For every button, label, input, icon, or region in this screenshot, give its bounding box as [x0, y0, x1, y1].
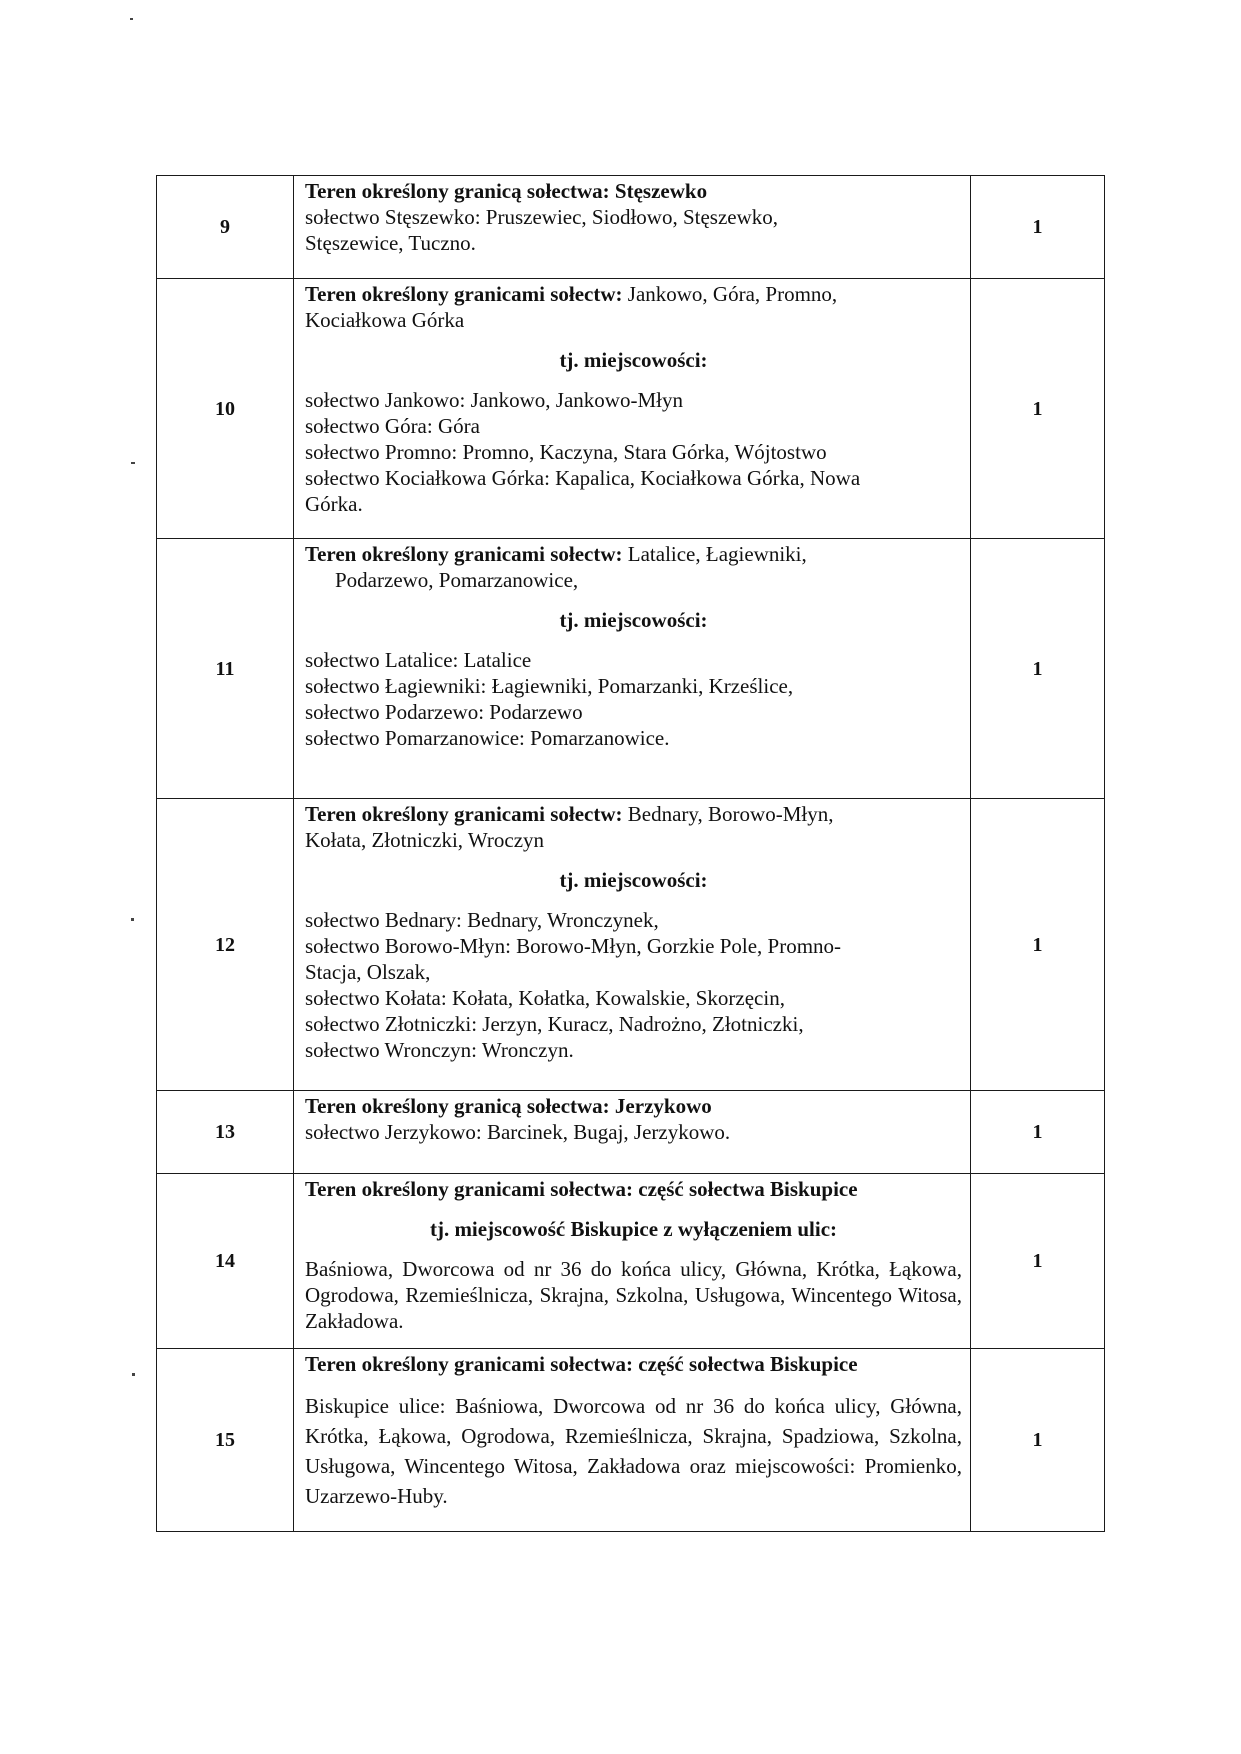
- scan-mark: [131, 918, 134, 921]
- description-line: sołectwo Promno: Promno, Kaczyna, Stara Górka, Wójtostwo: [305, 440, 827, 464]
- row-description: [294, 1349, 971, 1532]
- description-line: sołectwo Góra: Góra: [305, 414, 480, 438]
- row-count: 1: [971, 539, 1105, 799]
- description-line: sołectwo Bednary: Bednary, Wronczynek,: [305, 908, 659, 932]
- row-number: 13: [157, 1091, 294, 1174]
- row-count: 1: [971, 1349, 1105, 1532]
- row-description: [294, 1091, 971, 1174]
- row-heading: [305, 178, 962, 204]
- row-description: [294, 279, 971, 539]
- description-line: sołectwo Złotniczki: Jerzyn, Kuracz, Nadrożno, Złotniczki,: [305, 1012, 804, 1036]
- description-line: sołectwo Kołata: Kołata, Kołatka, Kowalskie, Skorzęcin,: [305, 986, 785, 1010]
- row-description: [294, 539, 971, 799]
- row-heading: [305, 1351, 962, 1377]
- description-line: Stacja, Olszak,: [305, 960, 431, 984]
- row-count: 1: [971, 279, 1105, 539]
- description-line: sołectwo Wronczyn: Wronczyn.: [305, 1038, 574, 1062]
- scan-mark: [131, 462, 135, 464]
- description-line: sołectwo Jerzykowo: Barcinek, Bugaj, Jerzykowo.: [305, 1120, 731, 1144]
- scan-mark: [130, 18, 133, 20]
- description-line: sołectwo Latalice: Latalice: [305, 648, 532, 672]
- row-heading: [305, 281, 962, 307]
- row-heading-bold: Teren określony granicami sołectw:: [305, 542, 623, 566]
- description-line: sołectwo Pomarzanowice: Pomarzanowice.: [305, 726, 670, 750]
- row-heading-bold: Teren określony granicami sołectw:: [305, 282, 623, 306]
- table-row: [157, 1174, 1105, 1349]
- description-line: sołectwo Kociałkowa Górka: Kapalica, Kociałkowa Górka, Nowa: [305, 466, 861, 490]
- description-line: Górka.: [305, 492, 363, 516]
- row-heading: [305, 541, 962, 567]
- description-line: sołectwo Jankowo: Jankowo, Jankowo-Młyn: [305, 388, 683, 412]
- row-heading-rest: Jankowo, Góra, Promno,: [622, 282, 838, 306]
- description-line: sołectwo Borowo-Młyn: Borowo-Młyn, Gorzkie Pole, Promno-: [305, 934, 842, 958]
- scan-mark: [132, 1373, 135, 1376]
- table-row: [157, 539, 1105, 799]
- row-heading-rest: Bednary, Borowo-Młyn,: [622, 802, 834, 826]
- row-number: 15: [157, 1349, 294, 1532]
- row-number: 10: [157, 279, 294, 539]
- row-number: 11: [157, 539, 294, 799]
- description-line: sołectwo Podarzewo: Podarzewo: [305, 700, 583, 724]
- description-paragraph: Baśniowa, Dworcowa od nr 36 do końca ulicy, Główna, Krótka, Łąkowa, Ogrodowa, Rzemieślnicza, Skrajna, Szkolna, Usługowa, Wincentego Witosa, Zakładowa.: [305, 1257, 962, 1333]
- row-subheading: tj. miejscowości:: [559, 868, 708, 892]
- row-heading: [305, 1093, 962, 1119]
- row-description: [294, 176, 971, 279]
- table-row: [157, 1349, 1105, 1532]
- description-line: sołectwo Łagiewniki: Łagiewniki, Pomarzanki, Krześlice,: [305, 674, 794, 698]
- row-subheading: tj. miejscowości:: [559, 348, 708, 372]
- row-number: 14: [157, 1174, 294, 1349]
- row-subheading: tj. miejscowości:: [559, 608, 708, 632]
- table-row: [157, 799, 1105, 1091]
- row-heading-line2: Kociałkowa Górka: [305, 308, 465, 332]
- description-line: sołectwo Stęszewko: Pruszewiec, Siodłowo, Stęszewko,: [305, 205, 779, 229]
- row-heading-bold: Teren określony granicami sołectw:: [305, 802, 623, 826]
- row-heading: [305, 801, 962, 827]
- row-heading-line2: Kołata, Złotniczki, Wroczyn: [305, 828, 545, 852]
- row-number: 9: [157, 176, 294, 279]
- row-number: 12: [157, 799, 294, 1091]
- row-count: 1: [971, 1174, 1105, 1349]
- table-row: [157, 1091, 1105, 1174]
- row-heading-line2: Podarzewo, Pomarzanowice,: [335, 568, 579, 592]
- description-paragraph: Biskupice ulice: Baśniowa, Dworcowa od nr 36 do końca ulicy, Główna, Krótka, Łąkowa, Ogrodowa, Rzemieślnicza, Skrajna, Spadziowa, Szkolna, Usługowa, Wincentego Witosa, Zakładowa oraz miejscowości: Promienko, Uzarzewo-Huby.: [305, 1394, 962, 1508]
- row-description: [294, 1174, 971, 1349]
- table-row: [157, 279, 1105, 539]
- description-line: Stęszewice, Tuczno.: [305, 231, 476, 255]
- row-heading-bold: Teren określony granicą sołectwa: Stęszewko: [305, 179, 708, 203]
- row-heading-rest: Latalice, Łagiewniki,: [622, 542, 807, 566]
- row-count: 1: [971, 1091, 1105, 1174]
- row-count: 1: [971, 799, 1105, 1091]
- row-subheading: tj. miejscowość Biskupice z wyłączeniem ulic:: [429, 1217, 838, 1241]
- row-heading: [305, 1176, 962, 1202]
- row-heading-bold: Teren określony granicami sołectwa: część sołectwa Biskupice: [305, 1177, 858, 1201]
- row-heading-bold: Teren określony granicą sołectwa: Jerzykowo: [305, 1094, 712, 1118]
- row-count: 1: [971, 176, 1105, 279]
- row-description: [294, 799, 971, 1091]
- table-row: [157, 176, 1105, 279]
- row-heading-bold: Teren określony granicami sołectwa: część sołectwa Biskupice: [305, 1352, 858, 1376]
- district-table: [156, 175, 1105, 1532]
